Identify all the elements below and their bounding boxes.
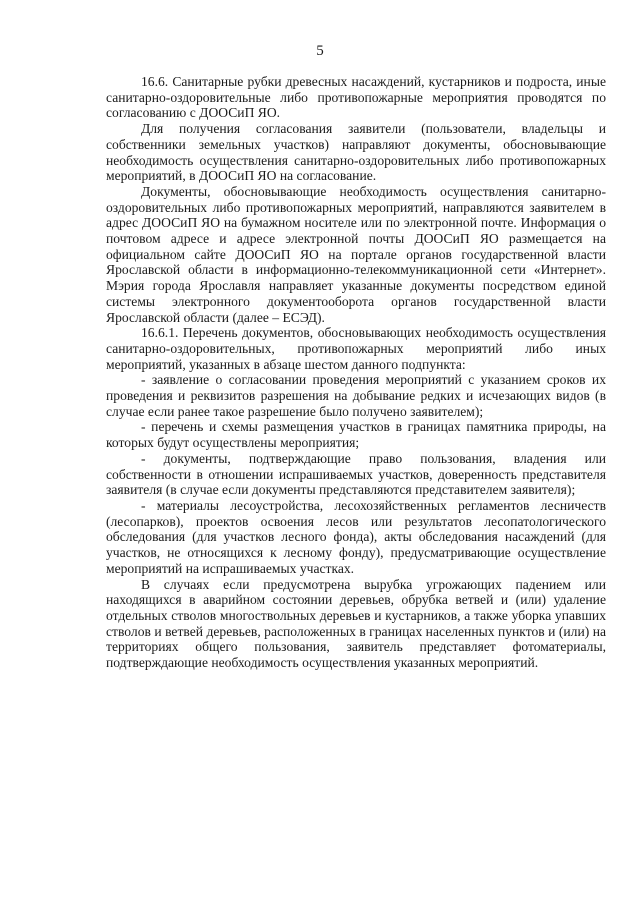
list-item-forest-materials: - материалы лесоустройства, лесохозяйственных регламентов лесничеств (лесопарков), проектов освоения лесов или результатов лесопатологического обследования (для участков лесного фонда), акты обследования насаждений (для участков, не относящихся к лесному фонду), предусматривающие осуществление мероприятий на испрашиваемых участках. (106, 497, 606, 576)
paragraph-submission-method: Документы, обосновывающие необходимость осуществления санитарно-оздоровительных либо противопожарных мероприятий, направляются заявителем в адрес ДООСиП ЯО на бумажном носителе или по электронной почте. Информация о почтовом адресе и адресе электронной почты ДООСиП ЯО размещается на официальном сайте ДООСиП ЯО на портале органов государственной власти Ярославской области в информационно-телекоммуникационной сети «Интернет». Мэрия города Ярославля направляет указанные документы посредством единой системы электронного документооборота органов государственной власти Ярославской области (далее – ЕСЭД). (106, 183, 606, 325)
paragraph-16-6: 16.6. Санитарные рубки древесных насаждений, кустарников и подроста, иные санитарно-оздоровительные либо противопожарные мероприятия проводятся по согласованию с ДООСиП ЯО. (106, 74, 606, 121)
document-body (106, 74, 606, 671)
page-number: 5 (316, 43, 324, 59)
paragraph-16-6-1: 16.6.1. Перечень документов, обосновывающих необходимость осуществления санитарно-оздоровительных, противопожарных мероприятий либо иных мероприятий, указанных в абзаце шестом данного подпункта: (106, 325, 606, 372)
list-item-ownership-documents: - документы, подтверждающие право пользования, владения или собственности в отношении испрашиваемых участков, доверенность представителя заявителя (в случае если документы представляются представителем заявителя); (106, 450, 606, 498)
paragraph-approval-request: Для получения согласования заявители (пользователи, владельцы и собственники земельных участков) направляют документы, обосновывающие необходимость осуществления санитарно-оздоровительных либо противопожарных мероприятий, в ДООСиП ЯО на согласование. (106, 121, 606, 184)
list-item-site-schemes: - перечень и схемы размещения участков в границах памятника природы, на которых будут осуществлены мероприятия; (106, 419, 606, 451)
paragraph-photo-materials: В случаях если предусмотрена вырубка угрожающих падением или находящихся в аварийном состоянии деревьев, обрубка ветвей и (или) удаление отдельных стволов многоствольных деревьев и кустарников, а также уборка упавших стволов и ветвей деревьев, расположенных в границах населенных пунктов и (или) на территориях общего пользования, заявитель представляет фотоматериалы, подтверждающие необходимость осуществления указанных мероприятий. (106, 576, 606, 671)
list-item-application: - заявление о согласовании проведения мероприятий с указанием сроков их проведения и реквизитов разрешения на добывание редких и исчезающих видов (в случае если ранее такое разрешение было получено заявителем); (106, 372, 606, 419)
